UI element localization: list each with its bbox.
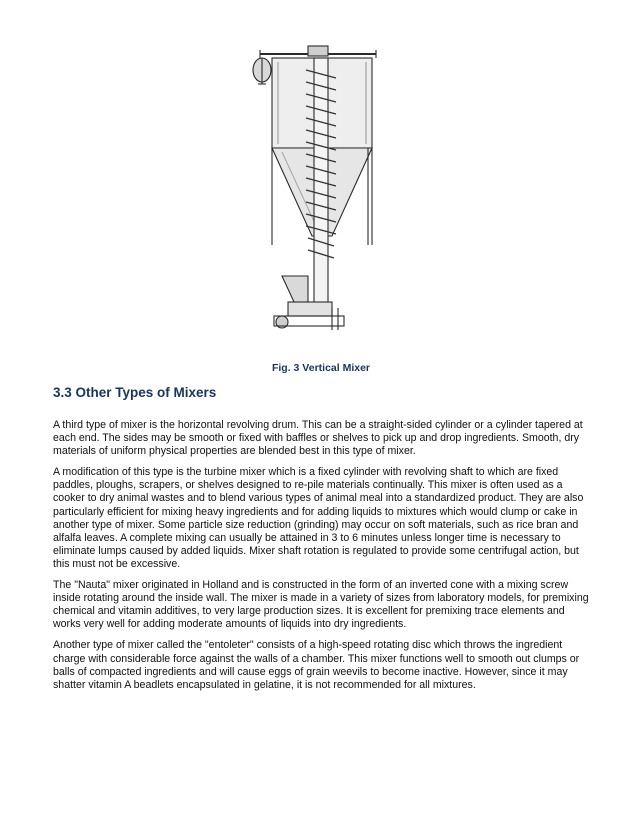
- paragraph-horizontal-drum: A third type of mixer is the horizontal revolving drum. This can be a straight-sided cylinder or a cylinder tapered at each end. The sides may be smooth or fixed with baffles or shelves to pick up and drop ingredients. Smooth, dry materials of uniform physical properties are blended best in this type of mixer.: [53, 419, 583, 458]
- figure-caption: [0, 362, 638, 374]
- section-heading: 3.3 Other Types of Mixers: [53, 385, 217, 400]
- paragraph-turbine-mixer: A modification of this type is the turbine mixer which is a fixed cylinder with revolving shaft to which are fixed paddles, ploughs, scrapers, or shelves designed to re-pile materials continually. This mixer is often used as a cooker to dry animal wastes and to blend various types of animal meal into a standardized product. They are also particularly efficient for mixing heavy ingredients and for adding liquids to mixtures which would clump or cake in another type of mixer. Some particle size reduction (grinding) may occur on soft materials, such as rice bran and alfalfa leaves. A complete mixing can usually be attained in 3 to 6 minutes unless longer time is necessary to eliminate lumps caused by added liquids. Mixer shaft rotation is regulated to provide some centrifugal action, but this must not be excessive.: [53, 466, 584, 570]
- vertical-mixer-drawing: [248, 40, 388, 340]
- section-body: [53, 419, 593, 700]
- paragraph-entoleter-mixer: Another type of mixer called the "entoleter" consists of a high-speed rotating disc which throws the ingredient charge with considerable force against the walls of a chamber. This mixer functions well to smooth out clumps or balls of compacted ingredients and will cause eggs of grain weevils to become inactive. However, since it may shatter vitamin A beadlets encapsulated in gelatine, it is not recommended for all mixtures.: [53, 639, 580, 691]
- figure-caption-text: Fig. 3 Vertical Mixer: [271, 362, 371, 374]
- paragraph-nauta-mixer: The "Nauta" mixer originated in Holland and is constructed in the form of an inverted cone with a mixing screw inside rotating around the inside wall. The mixer is made in a variety of sizes from laboratory models, for premixing chemical and vitamin additives, to very large production sizes. It is excellent for premixing trace elements and works very well for adding moderate amounts of liquids into dry ingredients.: [53, 579, 589, 631]
